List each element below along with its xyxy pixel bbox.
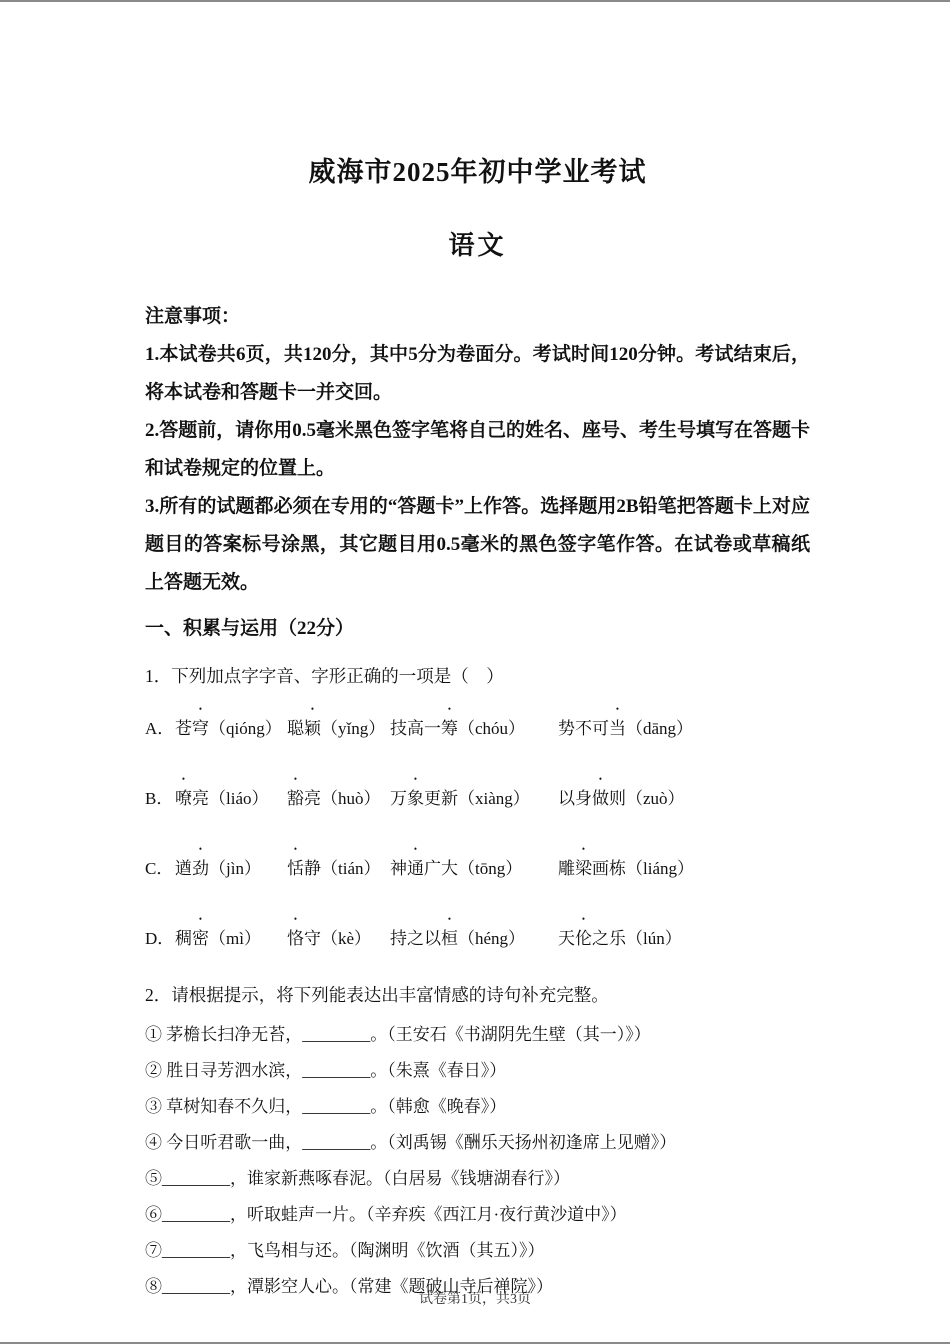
question-1-options	[145, 714, 810, 949]
pinyin-annotation: （chóu）	[458, 719, 526, 738]
option-label: C．	[145, 859, 174, 878]
poem-line: ① 茅檐长扫净无苔，________。（王安石《书湖阴先生壁（其一）》）	[145, 1025, 651, 1044]
poem-line: ③ 草树知春不久归，________。（韩愈《晚春》）	[145, 1097, 507, 1116]
pinyin-annotation: （liáo）	[209, 789, 269, 808]
poem-line: ⑧________，潭影空人心。（常建《题破山寺后禅院》）	[145, 1277, 553, 1296]
question-2-text: 2．请根据提示，将下列能表达出丰富情感的诗句补充完整。	[145, 985, 609, 1005]
subject-title: 语文	[448, 231, 507, 260]
character: 以	[424, 929, 441, 948]
character: 聪	[287, 719, 304, 738]
dotted-character: 嘹	[175, 789, 192, 808]
notice-item-1: 1.本试卷共6页，共120分，其中5分为卷面分。考试时间120分钟。考试结束后，将本试卷和答题卡一并交回。	[145, 344, 810, 403]
pinyin-annotation: （mì）	[209, 929, 261, 948]
pinyin-annotation: （kè）	[321, 929, 372, 948]
character: 之	[592, 929, 609, 948]
option-word	[390, 854, 558, 879]
option-word	[175, 714, 287, 739]
character: 守	[304, 929, 321, 948]
option-word	[287, 924, 390, 949]
character: 亮	[304, 789, 321, 808]
pinyin-annotation: （huò）	[321, 789, 381, 808]
dotted-character: 穹	[192, 719, 209, 738]
character: 万	[390, 789, 407, 808]
character: 广	[424, 859, 441, 878]
character: 高	[407, 719, 424, 738]
pinyin-annotation: （tián）	[321, 859, 381, 878]
character: 遒	[175, 859, 192, 878]
pinyin-annotation: （tōng）	[458, 859, 523, 878]
pinyin-annotation: （héng）	[458, 929, 526, 948]
dotted-character: 密	[192, 929, 209, 948]
character: 天	[558, 929, 575, 948]
character: 亮	[192, 789, 209, 808]
option-word	[287, 714, 390, 739]
notice-heading: 注意事项：	[145, 306, 241, 327]
option-row-A	[145, 714, 810, 739]
character: 苍	[175, 719, 192, 738]
question-1-text: 1．下列加点字字音、字形正确的一项是（ ）	[145, 666, 504, 686]
option-word	[558, 854, 694, 879]
poem-line: ④ 今日听君歌一曲，________。（刘禹锡《酬乐天扬州初逢席上见赠》）	[145, 1133, 677, 1152]
character: 不	[575, 719, 592, 738]
dotted-character: 恬	[287, 859, 304, 878]
pinyin-annotation: （zuò）	[626, 789, 685, 808]
section-1-heading: 一、积累与运用（22分）	[145, 618, 355, 639]
dotted-character: 象	[407, 789, 424, 808]
exam-title: 威海市2025年初中学业考试	[308, 157, 647, 187]
poem-line: ⑦________，飞鸟相与还。（陶渊明《饮酒（其五）》）	[145, 1241, 545, 1260]
option-row-D	[145, 924, 810, 949]
option-word	[390, 924, 558, 949]
character: 静	[304, 859, 321, 878]
option-word	[558, 714, 693, 739]
notice-item-3: 3.所有的试题都必须在专用的“答题卡”上作答。选择题用2B铅笔把答题卡上对应题目的答案标号涂黑，其它题目用0.5毫米的黑色签字笔作答。在试卷或草稿纸上答题无效。	[145, 496, 810, 593]
option-label: B．	[145, 789, 174, 808]
poem-line: ⑥________，听取蛙声一片。（辛弃疾《西江月·夜行黄沙道中》）	[145, 1205, 627, 1224]
option-word	[287, 854, 390, 879]
pinyin-annotation: （xiàng）	[458, 789, 530, 808]
option-word	[175, 854, 287, 879]
option-word	[175, 924, 287, 949]
dotted-character: 恪	[287, 929, 304, 948]
character: 可	[592, 719, 609, 738]
pinyin-annotation: （jìn）	[209, 859, 261, 878]
character: 稠	[175, 929, 192, 948]
character: 一	[424, 719, 441, 738]
option-label: A．	[145, 719, 175, 738]
dotted-character: 颖	[304, 719, 321, 738]
character: 新	[441, 789, 458, 808]
option-label: D．	[145, 929, 175, 948]
pinyin-annotation: （liáng）	[626, 859, 694, 878]
page-footer: 试卷第1页，共3页	[419, 1292, 531, 1307]
notice-item-2: 2.答题前，请你用0.5毫米黑色签字笔将自己的姓名、座号、考生号填写在答题卡和试卷规定的位置上。	[145, 420, 811, 479]
option-word	[390, 714, 558, 739]
character: 身	[575, 789, 592, 808]
character: 技	[390, 719, 407, 738]
question-2-lines	[145, 1017, 810, 1305]
option-word	[558, 784, 685, 809]
character: 大	[441, 859, 458, 878]
pinyin-annotation: （qióng）	[209, 719, 282, 738]
dotted-character: 筹	[441, 719, 458, 738]
character: 之	[407, 929, 424, 948]
option-row-C	[145, 854, 810, 879]
dotted-character: 通	[407, 859, 424, 878]
pinyin-annotation: （dāng）	[626, 719, 694, 738]
character: 以	[558, 789, 575, 808]
dotted-character: 当	[609, 719, 626, 738]
dotted-character: 做	[592, 789, 609, 808]
option-word	[558, 924, 682, 949]
option-word	[390, 784, 558, 809]
character: 雕	[558, 859, 575, 878]
character: 神	[390, 859, 407, 878]
character: 更	[424, 789, 441, 808]
dotted-character: 桓	[441, 929, 458, 948]
notice-section	[145, 298, 810, 602]
poem-line: ② 胜日寻芳泗水滨，________。（朱熹《春日》）	[145, 1061, 507, 1080]
pinyin-annotation: （yǐng）	[321, 719, 386, 738]
poem-line: ⑤________，谁家新燕啄春泥。（白居易《钱塘湖春行》）	[145, 1169, 570, 1188]
dotted-character: 伦	[575, 929, 592, 948]
character: 栋	[609, 859, 626, 878]
character: 势	[558, 719, 575, 738]
character: 画	[592, 859, 609, 878]
dotted-character: 豁	[287, 789, 304, 808]
option-word	[287, 784, 390, 809]
dotted-character: 劲	[192, 859, 209, 878]
character: 则	[609, 789, 626, 808]
option-word	[175, 784, 287, 809]
option-row-B	[145, 784, 810, 809]
pinyin-annotation: （lún）	[626, 929, 682, 948]
character: 持	[390, 929, 407, 948]
dotted-character: 梁	[575, 859, 592, 878]
character: 乐	[609, 929, 626, 948]
